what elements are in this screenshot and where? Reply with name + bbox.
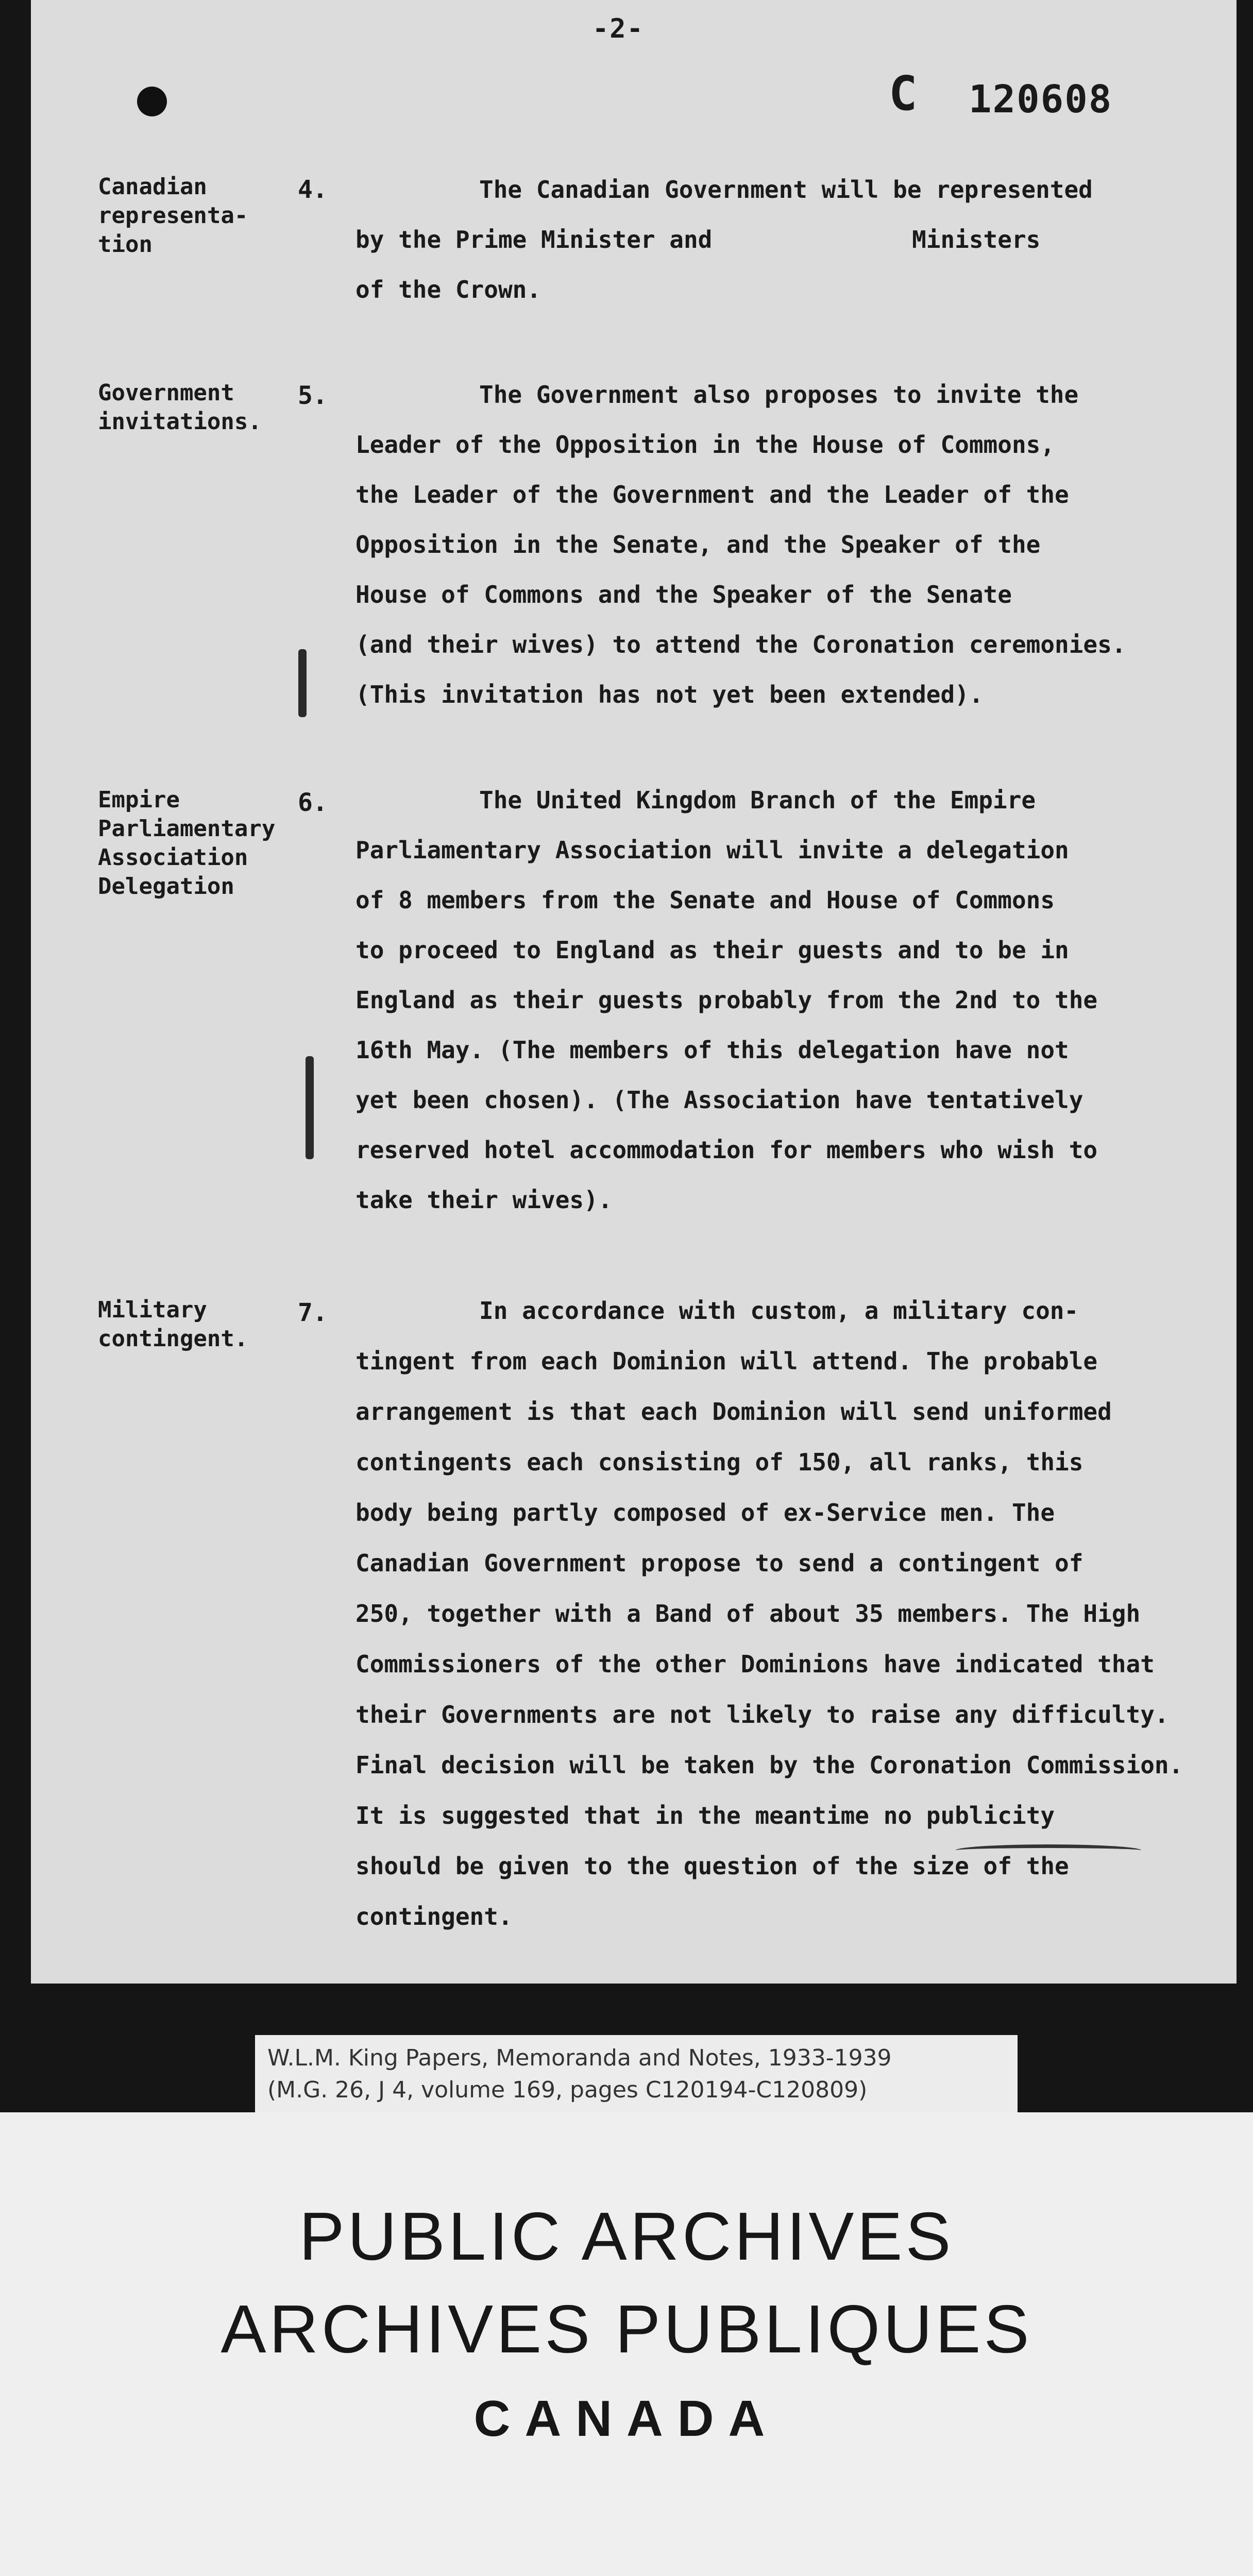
paragraph-line: contingent. (355, 1903, 513, 1930)
margin-note-empire-parliamentary-association: Empire Parliamentary Association Delegation (98, 787, 276, 900)
typed-memo-page (31, 0, 1237, 1984)
paragraph-line: It is suggested that in the meantime no publicity (355, 1802, 1055, 1829)
paragraph-line: 16th May. (The members of this delegation have not (355, 1036, 1069, 1064)
paragraph-line: tingent from each Dominion will attend. The probable (355, 1347, 1098, 1375)
paragraph-line: yet been chosen). (The Association have tentatively (355, 1086, 1083, 1114)
binding-hole-dot (137, 87, 167, 116)
reference-number: 120608 (969, 77, 1113, 122)
paragraph-line: The Government also proposes to invite the (479, 381, 1079, 409)
paragraph-line: Leader of the Opposition in the House of Commons, (355, 431, 1055, 459)
paragraph-number-7: 7. (298, 1298, 328, 1327)
paragraph-line: body being partly composed of ex-Service men. The (355, 1499, 1055, 1527)
archive-title-line-1: PUBLIC ARCHIVES (299, 2198, 954, 2274)
paragraph-line: should be given to the question of the size of the (355, 1852, 1069, 1880)
page-number: -2- (592, 13, 644, 44)
paragraph-line: of the Crown. (355, 276, 541, 303)
paragraph-number-6: 6. (298, 788, 328, 817)
paragraph-6 (355, 775, 1211, 1225)
margin-note-military-contingent: Military contingent. (98, 1297, 248, 1352)
paragraph-line: take their wives). (355, 1186, 613, 1214)
margin-note-government-invitations: Government invitations. (98, 380, 262, 435)
paragraph-line: the Leader of the Government and the Leader of the (355, 481, 1069, 509)
archive-citation-label (255, 2035, 1018, 2112)
paragraph-line: The United Kingdom Branch of the Empire (479, 786, 1036, 814)
paragraph-4 (355, 165, 1211, 315)
paragraph-line: their Governments are not likely to raise any difficulty. (355, 1701, 1169, 1728)
archive-title-card (0, 2112, 1253, 2576)
paragraph-line: Opposition in the Senate, and the Speaker of the (355, 531, 1041, 558)
citation-line-2: (M.G. 26, J 4, volume 169, pages C120194-C120809) (267, 2077, 868, 2103)
paragraph-line: Canadian Government propose to send a contingent of (355, 1549, 1083, 1577)
paragraph-line: Commissioners of the other Dominions have indicated that (355, 1650, 1155, 1678)
paragraph-line: to proceed to England as their guests and to be in (355, 936, 1069, 964)
reference-letter: C (889, 66, 918, 121)
paragraph-line: by the Prime Minister and Ministers (355, 226, 1041, 253)
paragraph-line: 250, together with a Band of about 35 members. The High (355, 1600, 1141, 1628)
paragraph-number-5: 5. (298, 381, 328, 410)
margin-note-canadian-representation: Canadian representa- tion (98, 174, 248, 258)
paragraph-line: contingents each consisting of 150, all ranks, this (355, 1448, 1083, 1476)
paragraph-line: of 8 members from the Senate and House of Commons (355, 886, 1055, 914)
paragraph-line: reserved hotel accommodation for members who wish to (355, 1136, 1098, 1164)
paragraph-line: arrangement is that each Dominion will send uniformed (355, 1398, 1112, 1426)
margin-pencil-mark (298, 649, 307, 717)
margin-pencil-mark (306, 1056, 314, 1159)
paragraph-line: Final decision will be taken by the Coronation Commission. (355, 1751, 1183, 1779)
paragraph-line: Parliamentary Association will invite a delegation (355, 836, 1069, 864)
archive-title-line-2: ARCHIVES PUBLIQUES (221, 2291, 1032, 2367)
paragraph-line: England as their guests probably from the 2nd to the (355, 986, 1098, 1014)
paragraph-line: The Canadian Government will be represented (479, 176, 1093, 204)
citation-line-1: W.L.M. King Papers, Memoranda and Notes, 1933-1939 (267, 2045, 892, 2071)
paragraph-line: In accordance with custom, a military con- (479, 1297, 1079, 1325)
paragraph-5 (355, 370, 1211, 720)
paragraph-7 (355, 1285, 1211, 1942)
paragraph-line: House of Commons and the Speaker of the Senate (355, 581, 1012, 608)
handwritten-underline-mark (956, 1844, 1141, 1856)
paragraph-line: (This invitation has not yet been extended). (355, 681, 984, 708)
paragraph-number-4: 4. (298, 175, 328, 204)
paragraph-line: (and their wives) to attend the Coronation ceremonies. (355, 631, 1126, 658)
archive-title-line-3: CANADA (473, 2390, 780, 2447)
